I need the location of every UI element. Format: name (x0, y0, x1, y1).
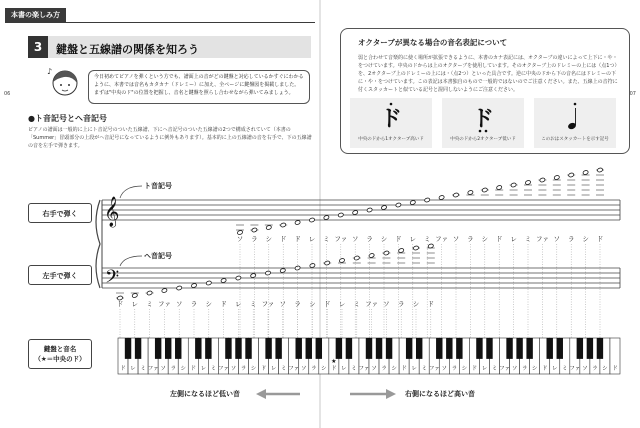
bass-note-name: ド (220, 300, 227, 308)
key-name: ド (120, 366, 126, 372)
treble-clef-icon: 𝄞 (104, 197, 120, 227)
treble-note-name: ソ (351, 235, 359, 243)
key-name: ファ (358, 366, 370, 372)
key-name: ラ (170, 366, 176, 372)
bass-clef-arrow (120, 256, 142, 266)
key-name: ミ (491, 366, 498, 372)
treble-note (266, 225, 272, 230)
black-key (155, 338, 161, 359)
key-name: レ (270, 366, 277, 372)
treble-note-name: レ (510, 235, 517, 243)
bass-note-name: シ (412, 300, 420, 308)
key-name: ミ (280, 366, 287, 372)
key-name: ド (401, 366, 407, 372)
treble-note-name: ラ (467, 235, 474, 243)
page-number-left: 06 (4, 91, 11, 97)
clef-subheading: ●ト音記号とヘ音記号 (28, 114, 107, 123)
key-name: ソ (160, 366, 166, 372)
bass-note-name: ド (323, 300, 331, 308)
bass-note-name: ラ (397, 300, 405, 308)
black-key (406, 338, 412, 359)
key-name: シ (391, 366, 397, 372)
black-key (165, 338, 171, 359)
treble-note-name: レ (409, 235, 417, 243)
direction-high-label: 右側になるほど高い音 (405, 390, 475, 398)
treble-note (295, 220, 301, 225)
bass-note (161, 288, 167, 293)
bass-note (176, 285, 182, 290)
example-glyph: ド (471, 107, 494, 132)
treble-note-name: ソ (553, 235, 561, 243)
bass-note-name: ファ (157, 300, 171, 308)
clef-description: ピアノの譜面は一般的に上にト音記号のついた五線譜、下にヘ音記号のついた五線譜の2つで構成されていて（本書の「Summer」冒頭部分の上段がヘ音記号になっているように例外もあります）。基本的に上の五線譜の音を右手で、下の五線譜の音を左手で弾きます。 (28, 127, 312, 149)
keyboard-label-line1: 鍵盤と音名 (43, 345, 77, 353)
treble-note (554, 175, 560, 180)
key-name: シ (250, 366, 257, 372)
key-name: レ (411, 366, 417, 372)
black-key (486, 338, 492, 359)
treble-note-name: ド (294, 235, 301, 243)
key-name: ラ (451, 366, 458, 372)
bass-note (265, 270, 271, 275)
key-name: ソ (441, 366, 448, 372)
black-key (547, 338, 553, 359)
intro-callout: 今日初めてピアノを弾くという方でも、譜面上の音がどの鍵盤と対応しているかすぐにわかるように、本書では音名もカタカナ（ドレミー）に加え、全ページに鍵盤図を掲載しました。まずは"中央のド"の位置を把握し、音名と鍵盤を照らし合わせながら弾いてみましょう。 (88, 70, 310, 104)
arrow-left-head (256, 389, 266, 399)
bass-note-name: ソ (383, 300, 390, 308)
black-key (175, 338, 181, 359)
bass-note (309, 263, 315, 268)
treble-note (467, 190, 473, 195)
bass-note-name: ミ (249, 300, 257, 308)
treble-note (323, 215, 329, 220)
key-name: ファ (428, 366, 440, 372)
bass-note-name: ファ (261, 300, 275, 308)
direction-low-label: 左側になるほど低い音 (170, 390, 240, 398)
bass-note (191, 283, 197, 288)
key-name: ファ (288, 366, 300, 372)
treble-clef-label: ト音記号 (144, 182, 172, 190)
treble-note (511, 182, 517, 187)
black-key (386, 338, 392, 359)
treble-note (525, 180, 531, 185)
treble-note-name: ミ (423, 235, 431, 243)
treble-note-name: ソ (452, 235, 460, 243)
bass-note (398, 248, 404, 253)
key-name: レ (130, 366, 136, 372)
treble-note (453, 192, 459, 197)
black-key (346, 338, 352, 359)
bass-note-name: ラ (294, 300, 301, 308)
black-key (456, 338, 462, 359)
key-name: ラ (240, 366, 247, 372)
black-key (597, 338, 603, 359)
bass-note-name: レ (131, 300, 139, 308)
key-name: ミ (210, 366, 217, 372)
black-key (275, 338, 281, 359)
key-name: ド (190, 366, 197, 372)
black-key (195, 338, 201, 359)
black-key (316, 338, 322, 359)
example-caption: このおはスタッカートを示す記号 (541, 137, 609, 142)
key-name: ソ (371, 366, 377, 372)
treble-note (352, 210, 358, 215)
bass-note (221, 278, 227, 283)
key-name: ファ (147, 366, 159, 372)
treble-note (395, 202, 401, 207)
section-number: 3 (28, 36, 48, 58)
treble-note-name: ド (279, 235, 287, 243)
bass-note-name: ミ (353, 300, 361, 308)
key-name: ラ (521, 366, 528, 372)
bass-note (250, 273, 256, 278)
treble-note (410, 200, 416, 205)
svg-text:♪: ♪ (47, 67, 53, 76)
key-name: ファ (569, 366, 581, 372)
treble-note-name: ラ (567, 235, 575, 243)
bass-note-name: シ (205, 300, 213, 308)
black-key (135, 338, 141, 359)
bass-note-name: ソ (279, 300, 287, 308)
black-key (265, 338, 271, 359)
key-name: ド (260, 366, 267, 372)
key-name: ド (331, 366, 337, 372)
key-name: レ (200, 366, 207, 372)
bass-note (339, 258, 345, 263)
treble-note-name: ファ (435, 235, 449, 243)
bass-clef-icon: 𝄢 (105, 267, 120, 292)
treble-note (251, 227, 257, 232)
black-key (225, 338, 231, 359)
key-name: ラ (381, 366, 387, 372)
key-name: ファ (499, 366, 510, 372)
key-name: ド (471, 366, 478, 372)
bass-note-name: ソ (175, 300, 183, 308)
treble-note-name: ド (596, 235, 604, 243)
key-name: レ (551, 366, 558, 372)
black-key (235, 338, 241, 359)
middle-c-star-icon: ★ (331, 358, 337, 365)
black-key (296, 338, 302, 359)
black-key (125, 338, 131, 359)
bass-note-name: ミ (146, 300, 153, 308)
treble-note (280, 222, 286, 227)
bass-note (132, 293, 138, 298)
example-caption: 中央のドから1オクターブ高いド (358, 137, 424, 142)
key-name: シ (531, 366, 538, 372)
bass-note (354, 255, 360, 260)
key-name: シ (461, 366, 468, 372)
treble-note (482, 187, 488, 192)
example-glyph: ド (379, 107, 402, 132)
arrow-right-head (386, 389, 396, 399)
treble-note-name: レ (308, 235, 316, 243)
black-key (376, 338, 382, 359)
key-name: シ (180, 366, 187, 372)
treble-note (338, 212, 344, 217)
left-hand-label: 左手で弾く (28, 265, 92, 285)
black-key (526, 338, 532, 359)
treble-note-name: ファ (334, 235, 348, 243)
key-name: ソ (230, 366, 237, 372)
black-key (436, 338, 442, 359)
treble-note (309, 217, 315, 222)
bass-note (413, 245, 419, 250)
treble-note-name: ド (495, 235, 503, 243)
treble-note-name: ファ (535, 235, 549, 243)
section-title: 鍵盤と五線譜の関係を知ろう (56, 43, 199, 56)
brace-icon (96, 200, 100, 288)
key-name: ミ (351, 366, 357, 372)
treble-note (539, 177, 545, 182)
black-key (446, 338, 452, 359)
treble-note-name: シ (265, 235, 273, 243)
treble-note (568, 172, 574, 177)
key-name: ミ (562, 366, 568, 372)
bass-note-name: ラ (190, 300, 198, 308)
key-name: ミ (140, 366, 146, 372)
bass-note (324, 260, 330, 265)
right-hand-label: 右手で弾く (28, 203, 92, 223)
octave-box-title: オクターブが異なる場合の音名表記について (358, 38, 508, 47)
bass-note (206, 280, 212, 285)
key-name: ラ (311, 366, 317, 372)
treble-note-name: ラ (251, 235, 258, 243)
key-name: ミ (421, 366, 427, 372)
bass-note-name: レ (338, 300, 346, 308)
black-key (416, 338, 422, 359)
key-name: ラ (592, 366, 598, 372)
black-key (476, 338, 482, 359)
treble-note (496, 185, 502, 190)
black-key (587, 338, 593, 359)
key-name: ファ (217, 366, 229, 372)
page-number-right: 07 (629, 91, 636, 97)
treble-note (597, 167, 603, 172)
key-name: ソ (300, 366, 307, 372)
bass-note (280, 268, 286, 273)
treble-note-name: ソ (236, 235, 244, 243)
keyboard-label-line2: （★＝中央のド） (34, 355, 86, 363)
treble-note (367, 207, 373, 212)
black-key (557, 338, 563, 359)
black-key (245, 338, 251, 359)
bass-clef-label: ヘ音記号 (144, 252, 172, 260)
treble-note-name: ラ (366, 235, 373, 243)
treble-note-name: ミ (524, 235, 532, 243)
bass-note-name: ファ (365, 300, 379, 308)
bass-note-name: ド (116, 300, 124, 308)
black-key (516, 338, 522, 359)
bass-note-name: シ (309, 300, 316, 308)
header-tag: 本書の楽しみ方 (5, 8, 66, 22)
treble-note-name: シ (481, 235, 489, 243)
treble-note-name: ミ (323, 235, 330, 243)
treble-clef-arrow (120, 186, 142, 198)
treble-note (439, 195, 445, 200)
bass-note (147, 290, 153, 295)
treble-note-name: ド (395, 235, 402, 243)
treble-note-name: シ (582, 235, 589, 243)
treble-note (583, 170, 589, 175)
treble-note-name: シ (380, 235, 388, 243)
example-caption: 中央のドから2オクターブ低いド (450, 137, 516, 142)
bass-note (235, 275, 241, 280)
key-name: シ (321, 366, 327, 372)
key-name: ド (541, 366, 548, 372)
treble-note (381, 205, 387, 210)
black-key (366, 338, 372, 359)
key-name: レ (481, 366, 488, 372)
octave-box-body: 弱と合わせて音楽的に使く場所が拡張できるように、本書のカナ表記には、オクターブの違いによって上下に・や・をつけています。中央のドからは上のオクターブを使用しています。そのオクターブ上のドレミーの上には（点1つ）を、2オクターブ上のドレミーの上には・（点2つ）といった具合です。逆に中央のドから下の音名にはドレミーの下に・や・をつけています。この表記は本書独自のもので一般的ではないのでご注意ください。また、五線上の音符に付くスタッカートと似ている記号と混同しないようにご注意ください。 (358, 55, 620, 93)
key-name: ド (612, 366, 618, 372)
key-name: シ (602, 366, 608, 372)
key-name: ソ (511, 366, 518, 372)
key-name: レ (341, 366, 347, 372)
bass-note-name: ド (427, 300, 435, 308)
black-key (577, 338, 583, 359)
black-key (506, 338, 512, 359)
treble-note (424, 197, 430, 202)
black-key (205, 338, 211, 359)
black-key (336, 338, 342, 359)
black-key (306, 338, 312, 359)
bass-note-name: レ (235, 300, 242, 308)
key-name: ソ (582, 366, 588, 372)
